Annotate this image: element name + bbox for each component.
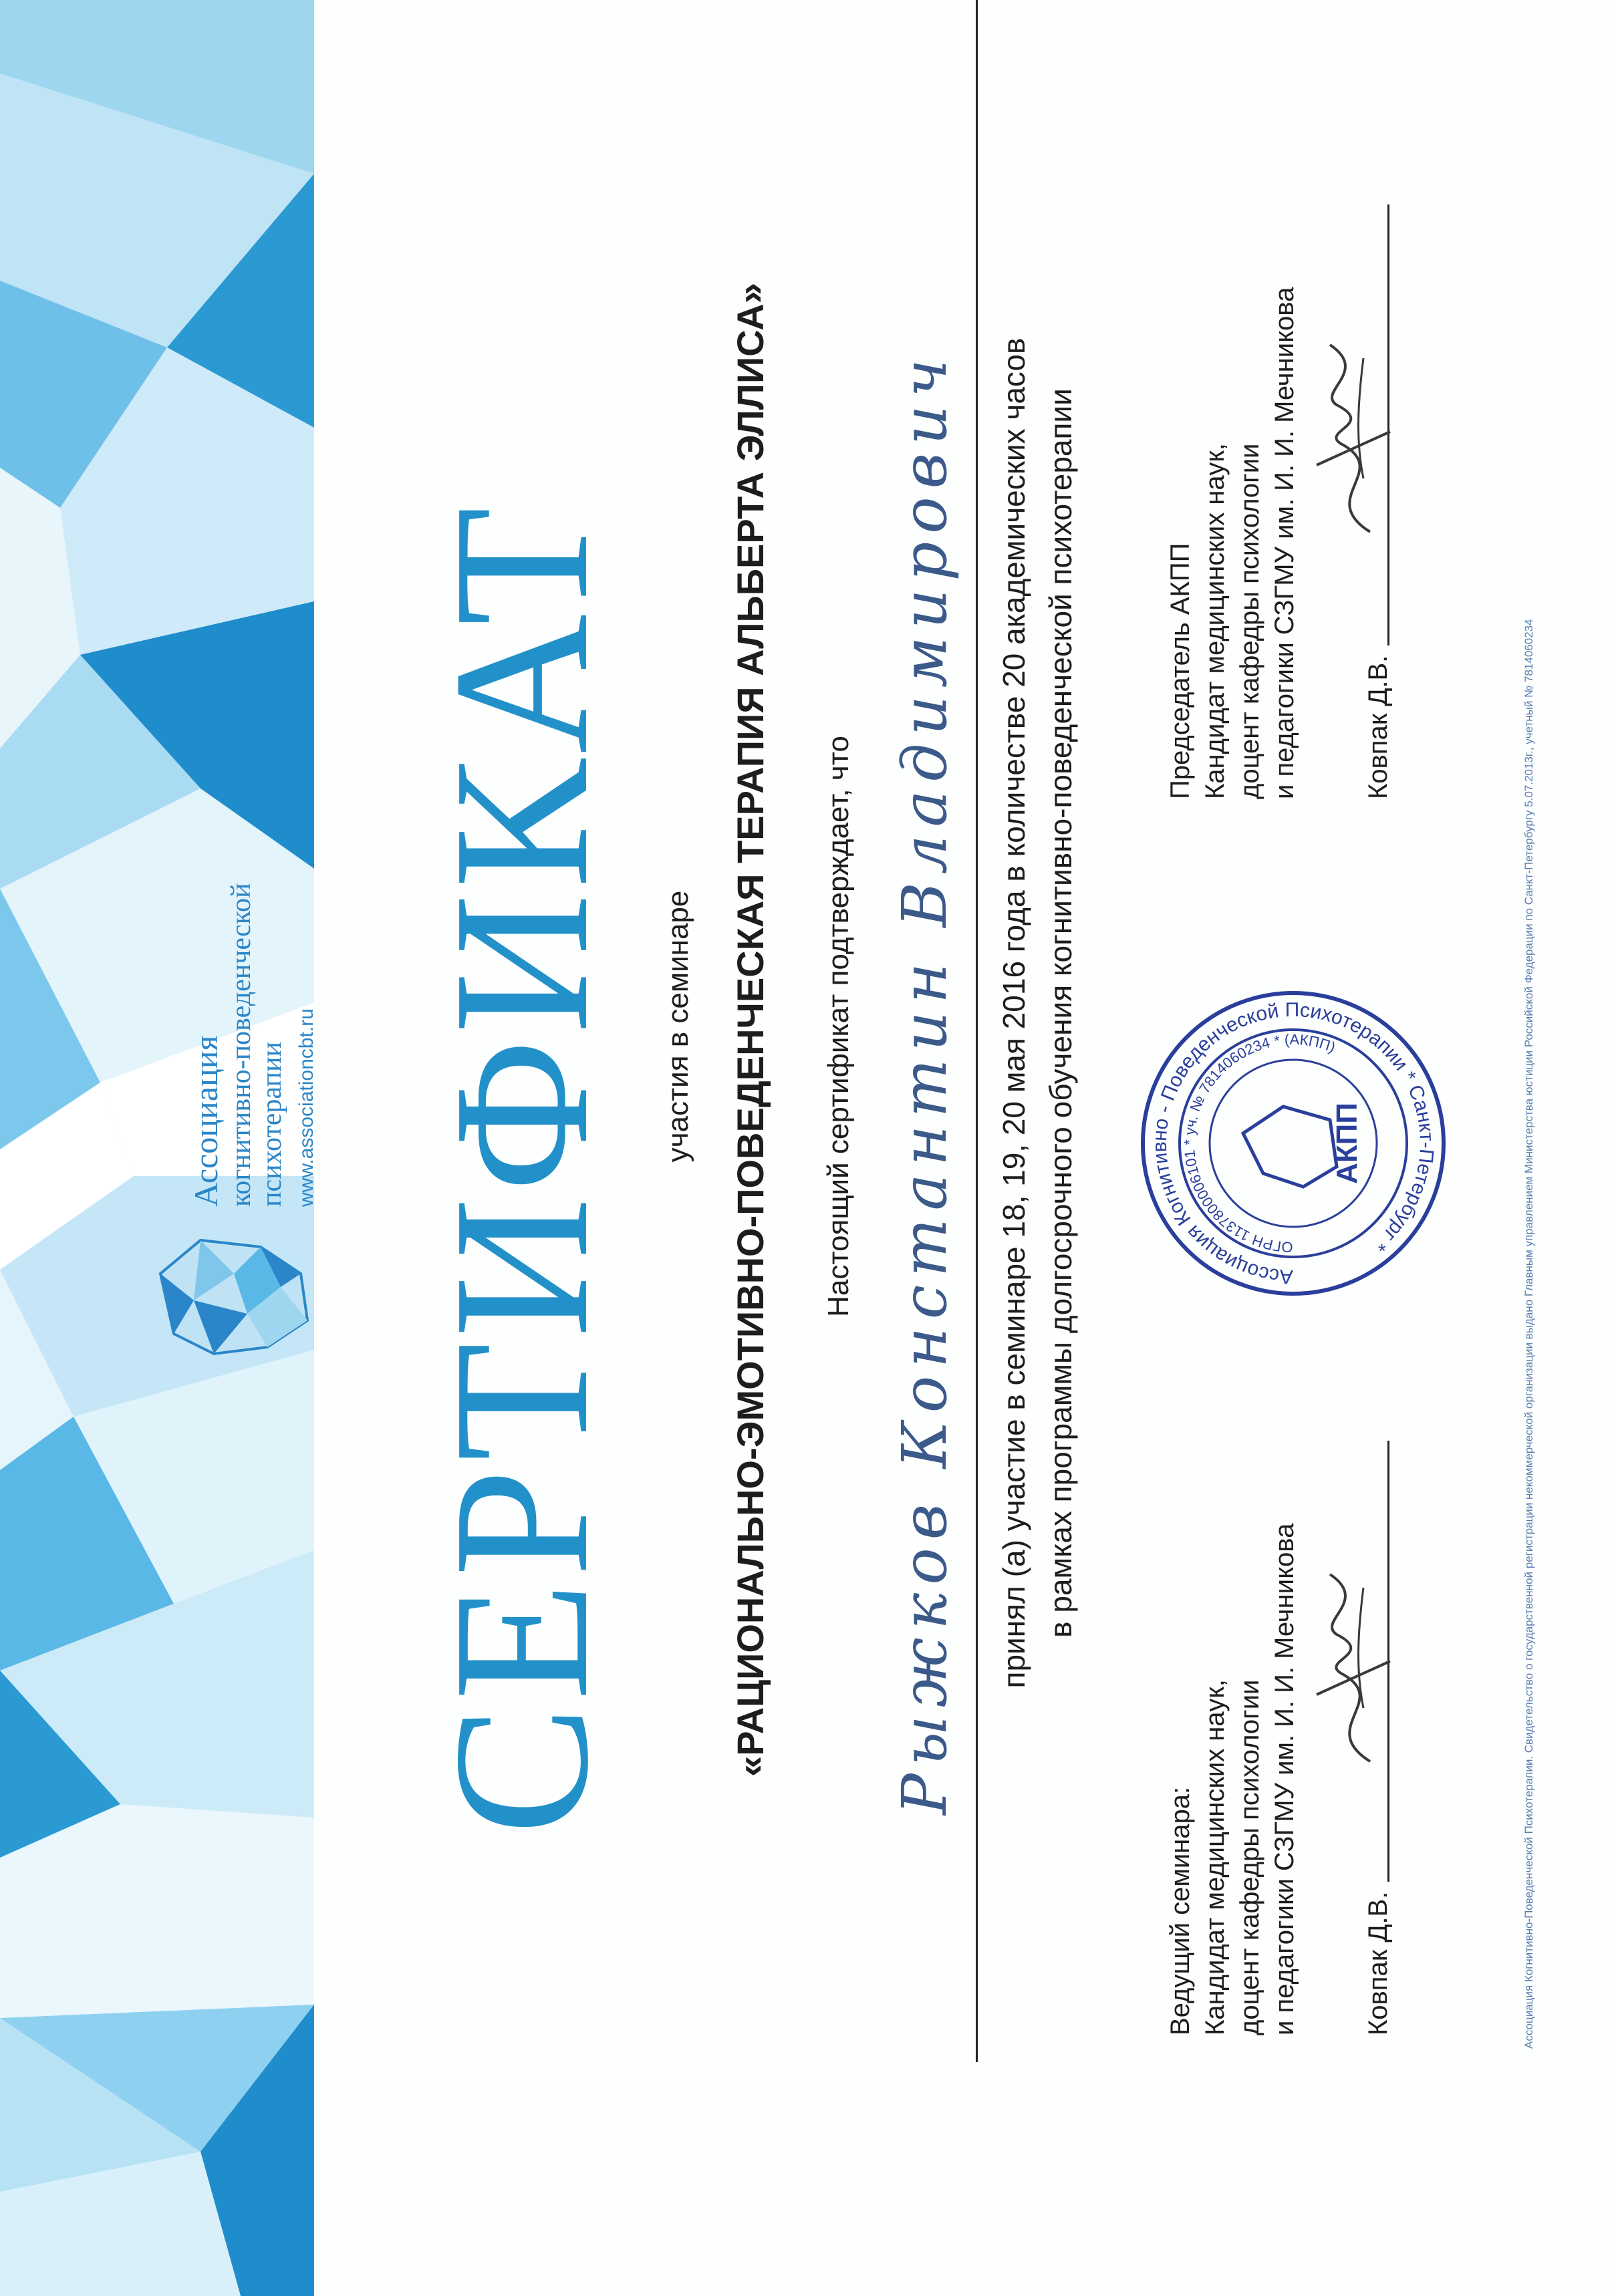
certificate-subtitle: участия в семинаре (662, 890, 694, 1163)
svg-text:ОГРН 1137800006101 * уч. № 781 (1181, 1031, 1338, 1256)
stamp-outer-text: Ассоциация Когнитивно - Поведенческой Психотерапии * Санкт-Петербург * (1148, 998, 1438, 1288)
right-signature-line2: доцент кафедры психологии (1235, 443, 1264, 799)
association-logo-text (187, 739, 341, 1207)
left-signature-block (1163, 1524, 1302, 2035)
right-signature-role: Председатель АКПП (1166, 543, 1195, 799)
recipient-name-rule (976, 0, 978, 2062)
left-signature-line2: доцент кафедры психологии (1235, 1679, 1264, 2035)
association-stamp (1136, 986, 1450, 1300)
left-signature-name: Ковпак Д.В. (1363, 1891, 1393, 2035)
stamp-inner-text: ОГРН 1137800006101 * уч. № 7814060234 * (АКПП) (1180, 1030, 1338, 1256)
right-signature-block (1163, 287, 1302, 799)
logo-title: Ассоциация (187, 1035, 225, 1207)
left-handwritten-signature (1290, 1548, 1410, 1788)
legal-footer: Ассоциация Когнитивно-Поведенческой Психотерапии. Свидетельство о государственной регистрации некоммерческой организации выдано Главным управлением Министерства юстиции Российской Федерации по Санкт-Петербургу 5.07.2013г., учетный № 7814060234 (1522, 619, 1535, 2049)
right-signature-name: Ковпак Д.В. (1363, 655, 1393, 799)
left-signature-role: Ведущий семинара: (1166, 1786, 1195, 2035)
participation-text: принял (а) участие в семинаре 18, 19, 20 мая 2016 года в количестве 20 академических часов (996, 337, 1031, 1689)
seminar-name: «РАЦИОНАЛЬНО-ЭМОТИВНО-ПОВЕДЕНЧЕСКАЯ ТЕРАПИЯ АЛЬБЕРТА ЭЛЛИСА» (729, 283, 771, 1777)
left-signature-line3: и педагогики СЗГМУ им. И. И. Мечникова (1270, 1523, 1299, 2035)
right-signature-line3: и педагогики СЗГМУ им. И. И. Мечникова (1270, 287, 1299, 799)
logo-url: www.associationcbt.ru (295, 1008, 317, 1207)
certificate-title: СЕРТИФИКАТ (414, 501, 628, 1835)
right-handwritten-signature (1290, 318, 1410, 559)
logo-subtitle-line1: когнитивно-поведенческой (226, 883, 257, 1207)
left-signature-line1: Кандидат медицинских наук, (1200, 1679, 1230, 2035)
right-signature-line1: Кандидат медицинских наук, (1200, 443, 1230, 799)
association-logo-icon (147, 1220, 321, 1374)
recipient-name: Рыжков Константин Владимирович (889, 351, 960, 1815)
stamp-center-text: АКПП (1331, 1103, 1363, 1184)
logo-subtitle-line2: психотерапии (257, 1042, 287, 1207)
confirmation-text: Настоящий сертификат подтверждает, что (822, 736, 855, 1317)
program-text: в рамках программы долгосрочного обучения когнитивно-поведенческой психотерапии (1043, 388, 1078, 1638)
